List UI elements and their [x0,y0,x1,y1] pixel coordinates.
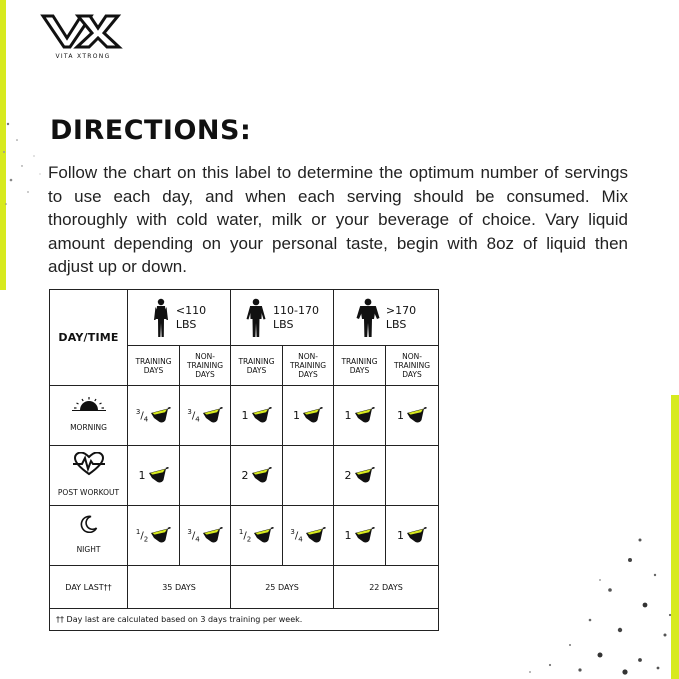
scoop-icon [253,527,274,544]
dose-cell [128,386,180,446]
dose-cell [180,386,231,446]
daytime-header: DAY/TIME [50,290,128,386]
row-label: NIGHT [76,545,101,554]
slim-body-icon [152,298,170,338]
non-training-days-header: NON-TRAINING DAYS [283,346,334,386]
dose-amount: $^1/_2$ [238,527,252,544]
non-training-days-header: NON-TRAINING DAYS [386,346,439,386]
row-post-workout [50,446,439,506]
row-day-last [50,566,439,609]
heartbeat-icon [73,452,105,476]
dose-cell [128,506,180,566]
sunrise-icon [72,397,106,411]
vx-logo [40,0,126,64]
scoop-icon [150,527,171,544]
dose-amount: 2 [344,469,352,482]
dose-amount: 1 [293,409,300,422]
day-last-value: 22 DAYS [334,566,439,609]
weight-class-110-170 [231,290,334,346]
dose-cell [231,386,283,446]
row-label: POST WORKOUT [57,488,120,497]
medium-body-icon [245,298,267,338]
training-days-header: TRAINING DAYS [231,346,283,386]
weight-class-over-170 [334,290,439,346]
scoop-icon [251,407,272,424]
dose-cell [334,506,386,566]
dose-cell [180,506,231,566]
scoop-icon [302,407,323,424]
day-last-label: DAY LAST†† [50,566,128,609]
dose-cell [386,446,439,506]
row-night [50,506,439,566]
dose-amount: $^3/_4$ [135,407,149,424]
dose-amount: $^1/_2$ [135,527,149,544]
scoop-icon [406,527,427,544]
splatter-decoration-left [0,110,50,220]
weight-class-label: <110 LBS [175,303,207,331]
moon-icon [80,515,98,533]
dose-cell [283,386,334,446]
dose-amount: 1 [241,409,249,422]
dose-cell [231,506,283,566]
row-header-morning [50,386,128,446]
directions-paragraph: Follow the chart on this label to determine the optimum number of servings to use each day, and when each serving should be consumed. Mix thoroughly with cold water, milk or your beverage of choice. Vary liquid amount depending on your personal taste, begin with 8oz of liquid then adjust up or down. [48,163,628,276]
muscular-body-icon [356,298,380,338]
page-title: DIRECTIONS: [50,115,252,146]
dose-amount: 1 [344,409,352,422]
scoop-icon [148,467,169,484]
serving-chart [49,289,439,631]
dose-amount: 2 [241,469,249,482]
row-header-night [50,506,128,566]
dose-amount: $^3/_4$ [290,527,303,544]
day-last-value: 25 DAYS [231,566,334,609]
dose-amount: 1 [397,409,404,422]
weight-class-under-110 [128,290,231,346]
training-days-header: TRAINING DAYS [128,346,180,386]
dose-cell [386,506,439,566]
dose-cell [386,386,439,446]
logo-subtext: VITA XTRONG [55,53,111,60]
dose-cell [180,446,231,506]
dose-amount: $^3/_4$ [187,527,200,544]
scoop-icon [406,407,427,424]
splatter-decoration-right [480,520,679,679]
dose-amount: $^3/_4$ [187,407,200,424]
scoop-icon [202,407,223,424]
scoop-icon [150,407,171,424]
row-label: MORNING [70,423,107,432]
weight-class-label: >170 LBS [385,303,417,331]
training-days-header: TRAINING DAYS [334,346,386,386]
dose-cell [334,386,386,446]
scoop-icon [354,467,375,484]
day-last-value: 35 DAYS [128,566,231,609]
dose-cell [128,446,180,506]
dose-amount: 1 [138,469,146,482]
dose-cell [231,446,283,506]
scoop-icon [354,407,375,424]
dose-amount: 1 [344,529,352,542]
dose-cell [334,446,386,506]
footnote: †† Day last are calculated based on 3 days training per week. [50,609,439,631]
non-training-days-header: NON-TRAINING DAYS [180,346,231,386]
scoop-icon [202,527,223,544]
dose-cell [283,446,334,506]
weight-class-label: 110-170 LBS [273,303,319,331]
scoop-icon [354,527,375,544]
scoop-icon [251,467,272,484]
row-morning [50,386,439,446]
dose-amount: 1 [397,529,404,542]
dose-cell [283,506,334,566]
row-header-post-workout [50,446,128,506]
scoop-icon [305,527,326,544]
